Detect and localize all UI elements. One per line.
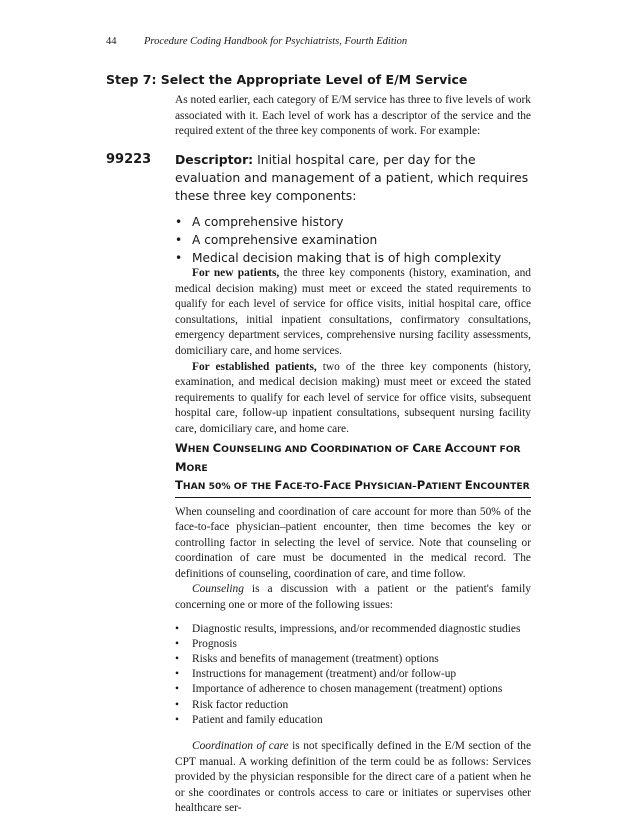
bullet-icon: • xyxy=(175,668,179,681)
bullet-icon: • xyxy=(175,683,179,696)
list-item: • Importance of adherence to chosen management (treatment) options xyxy=(175,682,531,697)
list-item: • A comprehensive history xyxy=(175,215,344,229)
counseling-section xyxy=(175,440,531,817)
descriptor-text: Initial hospital care, per day for the evaluation and management of a patient, which requires these three key components: xyxy=(175,152,529,203)
counseling-intro-paragraph: When counseling and coordination of care account for more than 50% of the face-to-face physician–patient encounter, then time becomes the key or controlling factor in selecting the level of service. Note that counseling or coordination of care must be documented in the medical record. The definitions of counseling, coordination of care, and time follow. xyxy=(175,505,531,580)
counseling-term: Counseling xyxy=(192,583,244,596)
bullet-icon: • xyxy=(175,713,179,726)
counseling-definition: Counseling is a discussion with a patient or the patient's family concerning one or more of the following issues: xyxy=(175,583,531,612)
book-title: Procedure Coding Handbook for Psychiatrists, Fourth Edition xyxy=(144,36,408,47)
step-heading: Step 7: Select the Appropriate Level of E/M Service xyxy=(106,72,468,87)
bullet-icon: • xyxy=(175,215,183,229)
bullet-icon: • xyxy=(175,251,183,265)
descriptor-paragraph xyxy=(175,151,531,205)
section-heading-line-2: THAN 50% OF THE FACE-TO-FACE PHYSICIAN–PATIENT ENCOUNTER xyxy=(175,478,530,492)
bullet-icon: • xyxy=(175,637,179,650)
issues-list xyxy=(175,622,531,728)
intro-block xyxy=(175,93,531,140)
patients-block xyxy=(175,266,531,438)
new-patients-paragraph: For new patients, the three key components (history, examination, and medical decision making) must meet or exceed the stated requirements to qualify for each level of service for office visits, initial hospital care, office consultations, initial inpatient consultations, confirmatory consultations, emergency department services, comprehensive nursing facility assessments, domiciliary care, and home services. xyxy=(175,267,531,357)
page-number: 44 xyxy=(106,36,117,47)
bullet-icon: • xyxy=(175,233,183,247)
section-heading xyxy=(175,440,531,496)
list-item: • Diagnostic results, impressions, and/or recommended diagnostic studies xyxy=(175,622,531,637)
bullet-icon: • xyxy=(175,622,179,635)
bullet-icon: • xyxy=(175,698,179,711)
new-patients-lead: For new patients, xyxy=(192,267,280,279)
list-item: • Instructions for management (treatment) and/or follow-up xyxy=(175,667,531,682)
running-head xyxy=(106,36,407,47)
procedure-code: 99223 xyxy=(106,152,152,167)
list-item: • Medical decision making that is of high complexity xyxy=(175,251,502,265)
bullet-icon: • xyxy=(175,653,179,666)
intro-paragraph: As noted earlier, each category of E/M service has three to five levels of work associated with it. Each level of work has a descriptor of the service and the required extent of the three key components of work. For example: xyxy=(175,94,531,138)
list-item: • Prognosis xyxy=(175,637,531,652)
list-item: • Risk factor reduction xyxy=(175,698,531,713)
components-list xyxy=(175,213,531,267)
established-patients-paragraph: For established patients, two of the three key components (history, examination, and medical decision making) must meet or exceed the stated requirements to qualify for each level of service for office visits, subsequent hospital care, follow-up inpatient consultations, subsequent nursing facility care, domiciliary care, and home care. xyxy=(175,360,531,435)
list-item: • Patient and family education xyxy=(175,713,531,728)
list-item: • Risks and benefits of management (treatment) options xyxy=(175,652,531,667)
section-heading-line-1: WHEN COUNSELING AND COORDINATION OF CARE ACCOUNT FOR MORE xyxy=(175,441,521,474)
established-patients-lead: For established patients, xyxy=(192,360,317,373)
coordination-definition: Coordination of care is not specifically defined in the E/M section of the CPT manual. A working definition of the term could be as follows: Services provided by the physician responsible for the direct care of a patient when he or she coordinates or controls access to care or initiates or supervises other healthcare ser- xyxy=(175,740,531,815)
list-item: • A comprehensive examination xyxy=(175,233,378,247)
descriptor-label: Descriptor: xyxy=(175,152,254,167)
heading-rule xyxy=(175,497,531,498)
code-descriptor-block xyxy=(175,151,531,267)
coordination-term: Coordination of care xyxy=(192,740,289,753)
